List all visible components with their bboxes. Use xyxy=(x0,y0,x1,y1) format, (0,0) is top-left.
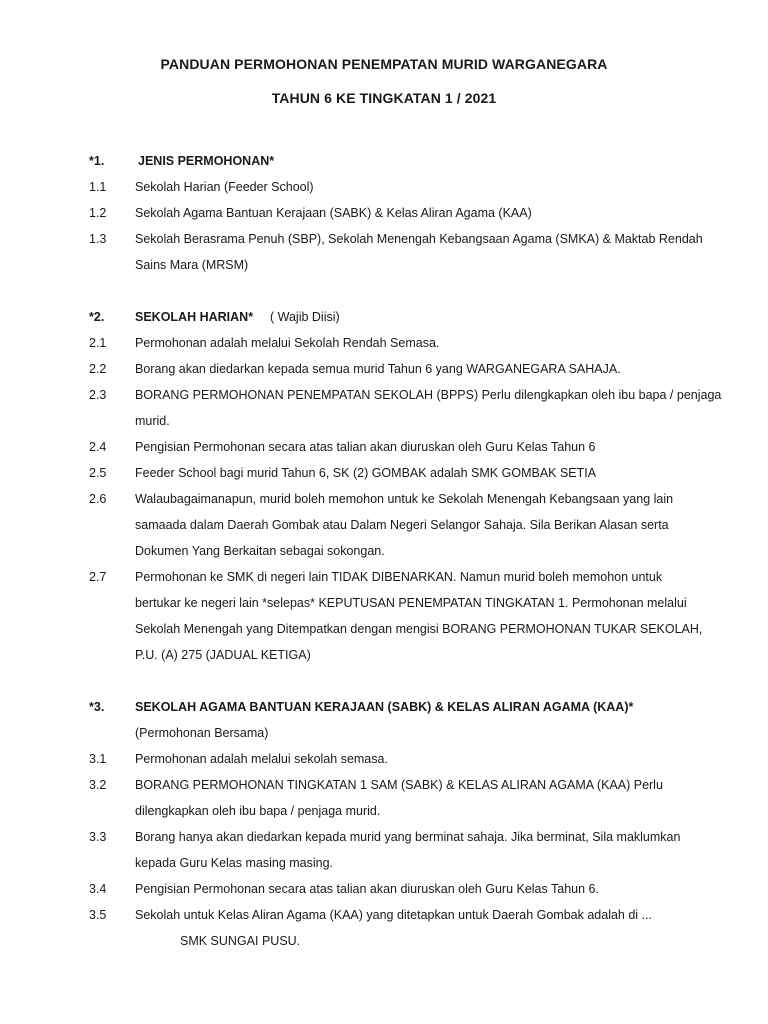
item-number: 2.3 xyxy=(89,388,107,402)
item-number: 1.2 xyxy=(89,206,107,220)
item-text: Borang akan diedarkan kepada semua murid Tahun 6 yang WARGANEGARA SAHAJA. xyxy=(135,362,621,376)
item-number: 2.7 xyxy=(89,570,107,584)
item-text-continued: Dokumen Yang Berkaitan sebagai sokongan. xyxy=(135,544,385,558)
item-text: Permohonan adalah melalui Sekolah Rendah Semasa. xyxy=(135,336,440,350)
item-text: Sekolah untuk Kelas Aliran Agama (KAA) yang ditetapkan untuk Daerah Gombak adalah di ... xyxy=(135,908,652,922)
item-number: 2.4 xyxy=(89,440,107,454)
document-title: PANDUAN PERMOHONAN PENEMPATAN MURID WARGANEGARA xyxy=(160,56,608,72)
item-number: 3.4 xyxy=(89,882,107,896)
section-2-note: ( Wajib Diisi) xyxy=(270,310,340,324)
item-text-continued: samaada dalam Daerah Gombak atau Dalam Negeri Selangor Sahaja. Sila Berikan Alasan serta xyxy=(135,518,669,532)
section-1-number: *1. xyxy=(89,154,105,168)
item-text: Pengisian Permohonan secara atas talian akan diuruskan oleh Guru Kelas Tahun 6 xyxy=(135,440,596,454)
item-number: 1.1 xyxy=(89,180,107,194)
item-number: 2.2 xyxy=(89,362,107,376)
item-text: BORANG PERMOHONAN PENEMPATAN SEKOLAH (BPPS) Perlu dilengkapkan oleh ibu bapa / penjaga xyxy=(135,388,722,402)
section-1-heading: JENIS PERMOHONAN* xyxy=(138,154,275,168)
item-text-continued: P.U. (A) 275 (JADUAL KETIGA) xyxy=(135,648,311,662)
item-number: 2.1 xyxy=(89,336,107,350)
item-number: 2.6 xyxy=(89,492,107,506)
section-3-number: *3. xyxy=(89,700,105,714)
item-text: Permohonan ke SMK di negeri lain TIDAK DIBENARKAN. Namun murid boleh memohon untuk xyxy=(135,570,663,584)
item-number: 3.3 xyxy=(89,830,107,844)
item-text: Borang hanya akan diedarkan kepada murid yang berminat sahaja. Jika berminat, Sila maklumkan xyxy=(135,830,681,844)
item-text-continued: Sekolah Menengah yang Ditempatkan dengan mengisi BORANG PERMOHONAN TUKAR SEKOLAH, xyxy=(135,622,703,636)
item-text-continued: dilengkapkan oleh ibu bapa / penjaga murid. xyxy=(135,804,381,818)
item-text: BORANG PERMOHONAN TINGKATAN 1 SAM (SABK) & KELAS ALIRAN AGAMA (KAA) Perlu xyxy=(135,778,663,792)
item-text-continued: kepada Guru Kelas masing masing. xyxy=(135,856,334,870)
section-3-subheading: (Permohonan Bersama) xyxy=(135,726,269,740)
item-text: Sekolah Berasrama Penuh (SBP), Sekolah Menengah Kebangsaan Agama (SMKA) & Maktab Rendah xyxy=(135,232,703,246)
item-text: Sekolah Harian (Feeder School) xyxy=(135,180,314,194)
item-text: Feeder School bagi murid Tahun 6, SK (2) GOMBAK adalah SMK GOMBAK SETIA xyxy=(135,466,597,480)
section-3-heading: SEKOLAH AGAMA BANTUAN KERAJAAN (SABK) & KELAS ALIRAN AGAMA (KAA)* xyxy=(135,700,634,714)
item-number: 3.5 xyxy=(89,908,107,922)
item-text: Walaubagaimanapun, murid boleh memohon untuk ke Sekolah Menengah Kebangsaan yang lain xyxy=(135,492,674,506)
item-number: 1.3 xyxy=(89,232,107,246)
section-2-number: *2. xyxy=(89,310,105,324)
item-text-continued: bertukar ke negeri lain *selepas* KEPUTUSAN PENEMPATAN TINGKATAN 1. Permohonan melalui xyxy=(135,596,687,610)
item-text-continued: murid. xyxy=(135,414,170,428)
item-number: 2.5 xyxy=(89,466,107,480)
item-text: Sekolah Agama Bantuan Kerajaan (SABK) & Kelas Aliran Agama (KAA) xyxy=(135,206,532,220)
item-text: Permohonan adalah melalui sekolah semasa. xyxy=(135,752,388,766)
item-number: 3.1 xyxy=(89,752,107,766)
document-subtitle: TAHUN 6 KE TINGKATAN 1 / 2021 xyxy=(271,90,497,106)
section-2-heading: SEKOLAH HARIAN* xyxy=(135,310,254,324)
item-number: 3.2 xyxy=(89,778,107,792)
item-text: Pengisian Permohonan secara atas talian akan diuruskan oleh Guru Kelas Tahun 6. xyxy=(135,882,599,896)
item-text-continued: Sains Mara (MRSM) xyxy=(135,258,249,272)
item-text-continued: SMK SUNGAI PUSU. xyxy=(180,934,301,948)
